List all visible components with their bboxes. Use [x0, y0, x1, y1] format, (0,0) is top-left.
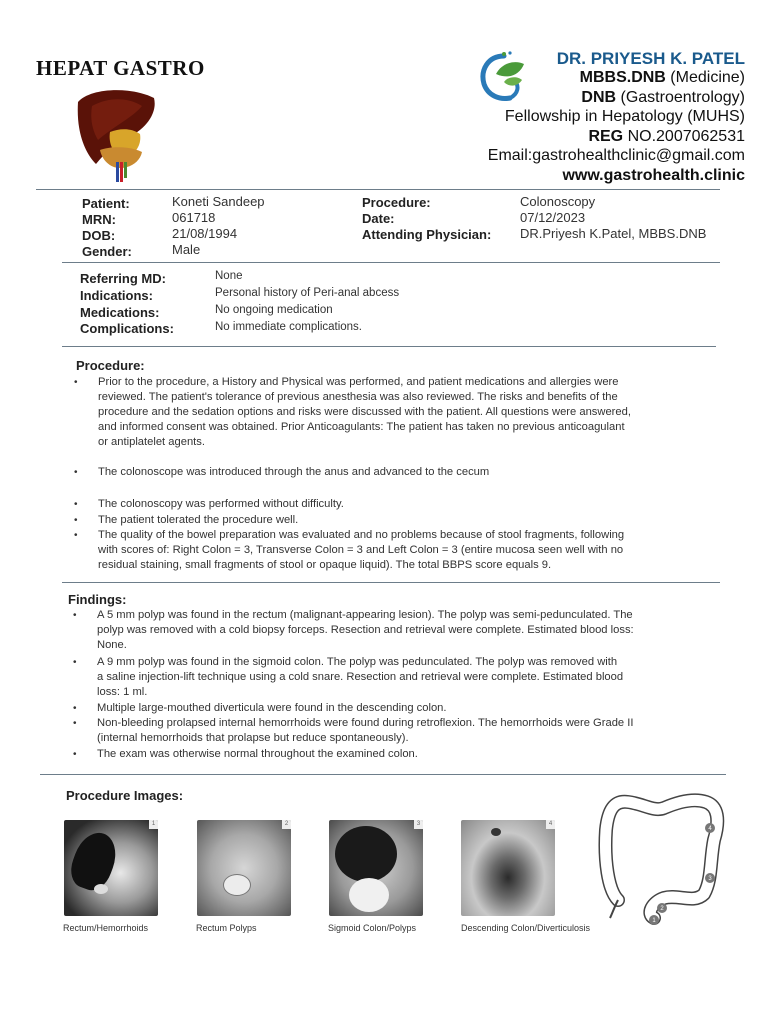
endoscopy-image-4 — [461, 820, 555, 916]
physician-label: Attending Physician: — [362, 227, 492, 242]
website: www.gastrohealth.clinic — [562, 166, 745, 184]
bullet: • — [74, 499, 78, 510]
clinic-brand: HEPAT GASTRO — [36, 56, 205, 80]
endoscopy-image-1 — [64, 820, 158, 916]
divider — [62, 262, 720, 263]
marker-label: 4 — [708, 826, 712, 832]
finding-item — [73, 608, 634, 653]
image-number: 4 — [546, 820, 555, 829]
bullet: • — [74, 377, 78, 388]
divider — [62, 346, 716, 347]
text-line: The colonoscope was introduced through the anus and advanced to the cecum — [98, 466, 490, 478]
divider — [40, 774, 726, 775]
text-line: A 9 mm polyp was found in the sigmoid colon. The polyp was pedunculated. The polyp was removed with — [97, 656, 618, 668]
text-line: or antiplatelet agents. — [98, 436, 205, 448]
mrn-label: MRN: — [82, 212, 116, 227]
referring-label: Referring MD: — [80, 271, 166, 286]
finding-item — [73, 701, 447, 716]
findings-section-title: Findings: — [68, 592, 127, 607]
text-line: reviewed. The patient's tolerance of previous anesthesia was also reviewed. The risks and benefits of the — [98, 391, 618, 403]
indications-label: Indications: — [80, 288, 153, 303]
procedure-item — [74, 513, 299, 528]
text-line: loss: 1 ml. — [97, 686, 148, 698]
procedure-item — [74, 528, 625, 573]
text-line: The patient tolerated the procedure well. — [98, 514, 299, 526]
text-line: residual staining, small fragments of stool or opaque liquid). The total BBPS score equals 9. — [98, 559, 552, 571]
reg-number: NO.2007062531 — [623, 127, 745, 145]
endoscopy-image-3 — [329, 820, 423, 916]
date-value: 07/12/2023 — [520, 210, 586, 225]
endoscopy-image-2 — [197, 820, 291, 916]
text-line: (internal hemorrhoids that prolapse but reduce spontaneously). — [97, 732, 409, 744]
gender-value: Male — [172, 242, 201, 257]
finding-item — [73, 747, 418, 762]
text-line: The exam was otherwise normal throughout the examined colon. — [97, 748, 418, 760]
text-line: with scores of: Right Colon = 3, Transverse Colon = 3 and Left Colon = 3 (entire mucosa seen well with no — [98, 544, 624, 556]
text-line: The quality of the bowel preparation was evaluated and no problems because of stool fragments, following — [98, 529, 625, 541]
bullet: • — [73, 749, 77, 760]
bullet: • — [73, 657, 77, 668]
bullet: • — [74, 515, 78, 526]
colon-diagram — [594, 790, 734, 930]
marker-label: 3 — [708, 876, 712, 882]
images-section-title: Procedure Images: — [66, 788, 184, 803]
text-line: a saline injection-lift technique using a cold snare. Resection and retrieval were complete. Estimated blood — [97, 671, 624, 683]
image-caption: Descending Colon/Diverticulosis — [461, 923, 591, 933]
image-caption: Rectum Polyps — [196, 923, 257, 933]
qualification-mbbs-detail: (Medicine) — [665, 69, 745, 86]
procedure-item — [74, 497, 344, 512]
qualification-dnb-detail: (Gastroentrology) — [616, 88, 745, 106]
patient-name: Koneti Sandeep — [172, 194, 265, 209]
medications-label: Medications: — [80, 305, 160, 320]
mrn-value: 061718 — [172, 210, 216, 225]
divider — [62, 582, 720, 583]
bullet: • — [74, 467, 78, 478]
finding-item — [73, 655, 624, 700]
doctor-header — [488, 50, 745, 187]
text-line: The colonoscopy was performed without difficulty. — [98, 498, 344, 510]
physician-value: DR.Priyesh K.Patel, MBBS.DNB — [520, 226, 707, 241]
referring-value: None — [215, 270, 243, 282]
bullet: • — [73, 610, 77, 621]
finding-item — [73, 716, 634, 746]
image-number: 1 — [149, 820, 158, 829]
image-number: 3 — [414, 820, 423, 829]
bullet: • — [74, 530, 78, 541]
liver-logo-image — [70, 84, 160, 184]
text-line: Prior to the procedure, a History and Physical was performed, and patient medications and allergies were — [98, 376, 619, 388]
fellowship: Fellowship in Hepatology (MUHS) — [504, 108, 745, 125]
indications-value: Personal history of Peri-anal abcess — [215, 287, 400, 299]
complications-label: Complications: — [80, 321, 174, 336]
bullet: • — [73, 703, 77, 714]
text-line: and informed consent was obtained. Prior Anticoagulants: The patient has taken no previous anticoagulant — [98, 421, 625, 433]
marker-label: 1 — [652, 918, 656, 924]
procedure-value: Colonoscopy — [520, 194, 596, 209]
text-line: polyp was removed with a cold biopsy forceps. Resection and retrieval were complete. Estimated blood loss: — [97, 624, 634, 636]
text-line: None. — [97, 639, 127, 651]
text-line: procedure and the sedation options and risks were discussed with the patient. All questions were answered, — [98, 406, 631, 418]
divider — [36, 189, 720, 190]
procedure-item — [74, 465, 490, 480]
patient-label: Patient: — [82, 196, 130, 211]
image-caption: Rectum/Hemorrhoids — [63, 923, 149, 933]
procedure-item — [74, 375, 631, 450]
dob-value: 21/08/1994 — [172, 226, 238, 241]
procedure-section-title: Procedure: — [76, 358, 145, 373]
doctor-name: DR. PRIYESH K. PATEL — [556, 49, 745, 68]
complications-value: No immediate complications. — [215, 321, 363, 333]
date-label: Date: — [362, 211, 395, 226]
email: Email:gastrohealthclinic@gmail.com — [487, 147, 745, 164]
gender-label: Gender: — [82, 244, 132, 259]
bullet: • — [73, 718, 77, 729]
text-line: Non-bleeding prolapsed internal hemorrhoids were found during retroflexion. The hemorrhoids were Grade II — [97, 717, 634, 729]
qualification-mbbs: MBBS.DNB — [579, 69, 666, 86]
text-line: A 5 mm polyp was found in the rectum (malignant-appearing lesion). The polyp was semi-pedunculated. The — [97, 609, 633, 621]
image-number: 2 — [282, 820, 291, 829]
medications-value: No ongoing medication — [215, 304, 333, 316]
qualification-dnb: DNB — [581, 88, 617, 106]
text-line: Multiple large-mouthed diverticula were found in the descending colon. — [97, 702, 447, 714]
reg-label: REG — [588, 127, 624, 145]
image-caption: Sigmoid Colon/Polyps — [328, 923, 417, 933]
marker-label: 2 — [660, 906, 664, 912]
dob-label: DOB: — [82, 228, 116, 243]
procedure-label: Procedure: — [362, 195, 431, 210]
